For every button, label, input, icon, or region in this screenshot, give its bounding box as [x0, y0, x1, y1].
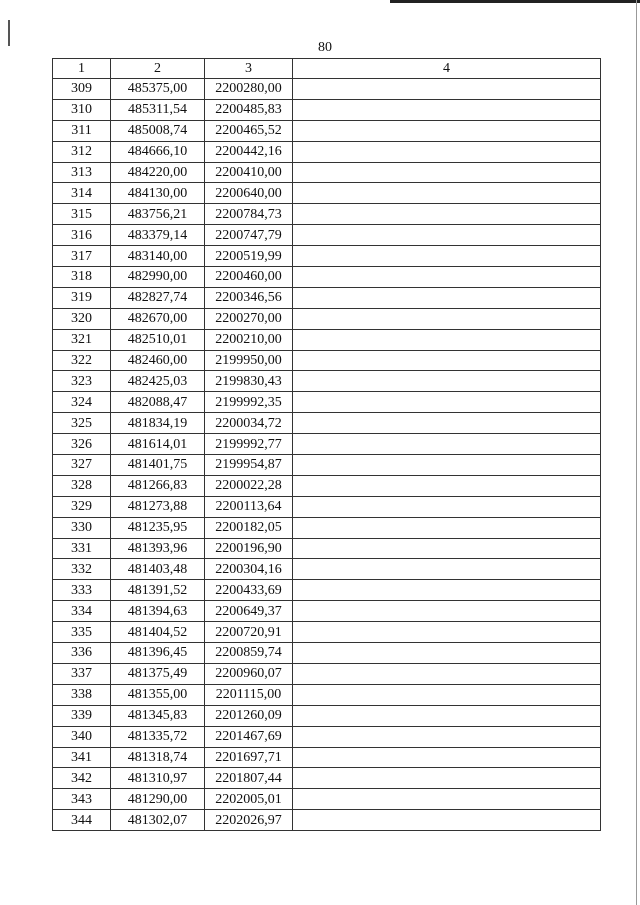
note-cell [293, 663, 601, 684]
table-row [53, 371, 601, 392]
x-coordinate-cell: 481335,72 [111, 726, 205, 747]
y-coordinate-cell: 2200747,79 [205, 225, 293, 246]
point-number-cell: 341 [53, 747, 111, 768]
column-header: 2 [111, 59, 205, 79]
x-coordinate-cell: 485008,74 [111, 120, 205, 141]
table-row [53, 225, 601, 246]
x-coordinate-cell: 482425,03 [111, 371, 205, 392]
note-cell [293, 622, 601, 643]
x-coordinate-cell: 481318,74 [111, 747, 205, 768]
table-row [53, 183, 601, 204]
note-cell [293, 517, 601, 538]
note-cell [293, 455, 601, 476]
table-row [53, 392, 601, 413]
point-number-cell: 339 [53, 705, 111, 726]
point-number-cell: 313 [53, 162, 111, 183]
point-number-cell: 334 [53, 601, 111, 622]
y-coordinate-cell: 2200649,37 [205, 601, 293, 622]
point-number-cell: 314 [53, 183, 111, 204]
point-number-cell: 338 [53, 684, 111, 705]
table-row [53, 141, 601, 162]
y-coordinate-cell: 2200485,83 [205, 99, 293, 120]
x-coordinate-cell: 481290,00 [111, 789, 205, 810]
scan-artifact-top-line [390, 0, 640, 3]
note-cell [293, 747, 601, 768]
x-coordinate-cell: 483756,21 [111, 204, 205, 225]
note-cell [293, 496, 601, 517]
table-row [53, 434, 601, 455]
y-coordinate-cell: 2201467,69 [205, 726, 293, 747]
point-number-cell: 320 [53, 308, 111, 329]
note-cell [293, 580, 601, 601]
table-row [53, 538, 601, 559]
y-coordinate-cell: 2200196,90 [205, 538, 293, 559]
y-coordinate-cell: 2200465,52 [205, 120, 293, 141]
point-number-cell: 333 [53, 580, 111, 601]
note-cell [293, 475, 601, 496]
note-cell [293, 810, 601, 831]
point-number-cell: 342 [53, 768, 111, 789]
point-number-cell: 327 [53, 455, 111, 476]
table-row [53, 455, 601, 476]
note-cell [293, 79, 601, 100]
table-row [53, 99, 601, 120]
y-coordinate-cell: 2199954,87 [205, 455, 293, 476]
point-number-cell: 321 [53, 329, 111, 350]
x-coordinate-cell: 481266,83 [111, 475, 205, 496]
x-coordinate-cell: 481273,88 [111, 496, 205, 517]
x-coordinate-cell: 484666,10 [111, 141, 205, 162]
x-coordinate-cell: 482990,00 [111, 267, 205, 288]
y-coordinate-cell: 2200960,07 [205, 663, 293, 684]
table-row [53, 663, 601, 684]
x-coordinate-cell: 483140,00 [111, 246, 205, 267]
point-number-cell: 336 [53, 643, 111, 664]
point-number-cell: 309 [53, 79, 111, 100]
point-number-cell: 311 [53, 120, 111, 141]
coordinates-table [52, 58, 601, 831]
note-cell [293, 601, 601, 622]
table-row [53, 684, 601, 705]
note-cell [293, 225, 601, 246]
x-coordinate-cell: 484220,00 [111, 162, 205, 183]
point-number-cell: 325 [53, 413, 111, 434]
y-coordinate-cell: 2200182,05 [205, 517, 293, 538]
y-coordinate-cell: 2200034,72 [205, 413, 293, 434]
page-number: 80 [318, 40, 332, 55]
note-cell [293, 392, 601, 413]
x-coordinate-cell: 481302,07 [111, 810, 205, 831]
point-number-cell: 317 [53, 246, 111, 267]
y-coordinate-cell: 2200304,16 [205, 559, 293, 580]
x-coordinate-cell: 481355,00 [111, 684, 205, 705]
note-cell [293, 246, 601, 267]
note-cell [293, 434, 601, 455]
y-coordinate-cell: 2201260,09 [205, 705, 293, 726]
note-cell [293, 643, 601, 664]
y-coordinate-cell: 2202005,01 [205, 789, 293, 810]
x-coordinate-cell: 481401,75 [111, 455, 205, 476]
table-row [53, 705, 601, 726]
x-coordinate-cell: 481403,48 [111, 559, 205, 580]
y-coordinate-cell: 2200640,00 [205, 183, 293, 204]
x-coordinate-cell: 481310,97 [111, 768, 205, 789]
y-coordinate-cell: 2199992,35 [205, 392, 293, 413]
y-coordinate-cell: 2200410,00 [205, 162, 293, 183]
point-number-cell: 329 [53, 496, 111, 517]
point-number-cell: 322 [53, 350, 111, 371]
table-row [53, 120, 601, 141]
note-cell [293, 162, 601, 183]
table-row [53, 162, 601, 183]
point-number-cell: 324 [53, 392, 111, 413]
table-row [53, 413, 601, 434]
note-cell [293, 684, 601, 705]
note-cell [293, 768, 601, 789]
table-row [53, 287, 601, 308]
y-coordinate-cell: 2199830,43 [205, 371, 293, 392]
point-number-cell: 312 [53, 141, 111, 162]
x-coordinate-cell: 482088,47 [111, 392, 205, 413]
point-number-cell: 316 [53, 225, 111, 246]
y-coordinate-cell: 2201807,44 [205, 768, 293, 789]
table-row [53, 622, 601, 643]
y-coordinate-cell: 2201697,71 [205, 747, 293, 768]
x-coordinate-cell: 481235,95 [111, 517, 205, 538]
x-coordinate-cell: 481614,01 [111, 434, 205, 455]
point-number-cell: 337 [53, 663, 111, 684]
y-coordinate-cell: 2200433,69 [205, 580, 293, 601]
table-row [53, 517, 601, 538]
y-coordinate-cell: 2200720,91 [205, 622, 293, 643]
column-header: 4 [293, 59, 601, 79]
note-cell [293, 183, 601, 204]
x-coordinate-cell: 482510,01 [111, 329, 205, 350]
y-coordinate-cell: 2200784,73 [205, 204, 293, 225]
y-coordinate-cell: 2200022,28 [205, 475, 293, 496]
y-coordinate-cell: 2199992,77 [205, 434, 293, 455]
point-number-cell: 340 [53, 726, 111, 747]
note-cell [293, 120, 601, 141]
y-coordinate-cell: 2200519,99 [205, 246, 293, 267]
point-number-cell: 310 [53, 99, 111, 120]
x-coordinate-cell: 481396,45 [111, 643, 205, 664]
column-header: 1 [53, 59, 111, 79]
y-coordinate-cell: 2200210,00 [205, 329, 293, 350]
table-row [53, 580, 601, 601]
point-number-cell: 335 [53, 622, 111, 643]
x-coordinate-cell: 481393,96 [111, 538, 205, 559]
y-coordinate-cell: 2200280,00 [205, 79, 293, 100]
y-coordinate-cell: 2202026,97 [205, 810, 293, 831]
point-number-cell: 319 [53, 287, 111, 308]
y-coordinate-cell: 2201115,00 [205, 684, 293, 705]
table-row [53, 475, 601, 496]
table-row [53, 267, 601, 288]
x-coordinate-cell: 485311,54 [111, 99, 205, 120]
point-number-cell: 331 [53, 538, 111, 559]
table-row [53, 329, 601, 350]
x-coordinate-cell: 482670,00 [111, 308, 205, 329]
table-row [53, 768, 601, 789]
note-cell [293, 726, 601, 747]
y-coordinate-cell: 2200346,56 [205, 287, 293, 308]
y-coordinate-cell: 2200113,64 [205, 496, 293, 517]
table-row [53, 496, 601, 517]
x-coordinate-cell: 481834,19 [111, 413, 205, 434]
point-number-cell: 328 [53, 475, 111, 496]
note-cell [293, 559, 601, 580]
point-number-cell: 332 [53, 559, 111, 580]
note-cell [293, 329, 601, 350]
x-coordinate-cell: 484130,00 [111, 183, 205, 204]
y-coordinate-cell: 2199950,00 [205, 350, 293, 371]
note-cell [293, 308, 601, 329]
x-coordinate-cell: 481345,83 [111, 705, 205, 726]
table-row [53, 601, 601, 622]
y-coordinate-cell: 2200270,00 [205, 308, 293, 329]
x-coordinate-cell: 482460,00 [111, 350, 205, 371]
note-cell [293, 413, 601, 434]
x-coordinate-cell: 482827,74 [111, 287, 205, 308]
table-row [53, 789, 601, 810]
point-number-cell: 315 [53, 204, 111, 225]
table-row [53, 747, 601, 768]
table-row [53, 726, 601, 747]
table-row [53, 246, 601, 267]
scan-artifact-left-mark [8, 20, 10, 46]
point-number-cell: 344 [53, 810, 111, 831]
note-cell [293, 287, 601, 308]
table-row [53, 79, 601, 100]
note-cell [293, 705, 601, 726]
note-cell [293, 267, 601, 288]
y-coordinate-cell: 2200460,00 [205, 267, 293, 288]
column-header: 3 [205, 59, 293, 79]
scan-artifact-right-edge [636, 0, 637, 905]
x-coordinate-cell: 481391,52 [111, 580, 205, 601]
note-cell [293, 350, 601, 371]
note-cell [293, 789, 601, 810]
table-row [53, 810, 601, 831]
table-row [53, 643, 601, 664]
point-number-cell: 318 [53, 267, 111, 288]
note-cell [293, 99, 601, 120]
x-coordinate-cell: 481394,63 [111, 601, 205, 622]
x-coordinate-cell: 481404,52 [111, 622, 205, 643]
point-number-cell: 343 [53, 789, 111, 810]
y-coordinate-cell: 2200442,16 [205, 141, 293, 162]
point-number-cell: 330 [53, 517, 111, 538]
x-coordinate-cell: 485375,00 [111, 79, 205, 100]
x-coordinate-cell: 483379,14 [111, 225, 205, 246]
y-coordinate-cell: 2200859,74 [205, 643, 293, 664]
note-cell [293, 204, 601, 225]
table-row [53, 559, 601, 580]
table-header-row [53, 59, 601, 79]
note-cell [293, 141, 601, 162]
note-cell [293, 371, 601, 392]
table-row [53, 308, 601, 329]
note-cell [293, 538, 601, 559]
point-number-cell: 323 [53, 371, 111, 392]
x-coordinate-cell: 481375,49 [111, 663, 205, 684]
table-row [53, 204, 601, 225]
table-row [53, 350, 601, 371]
point-number-cell: 326 [53, 434, 111, 455]
